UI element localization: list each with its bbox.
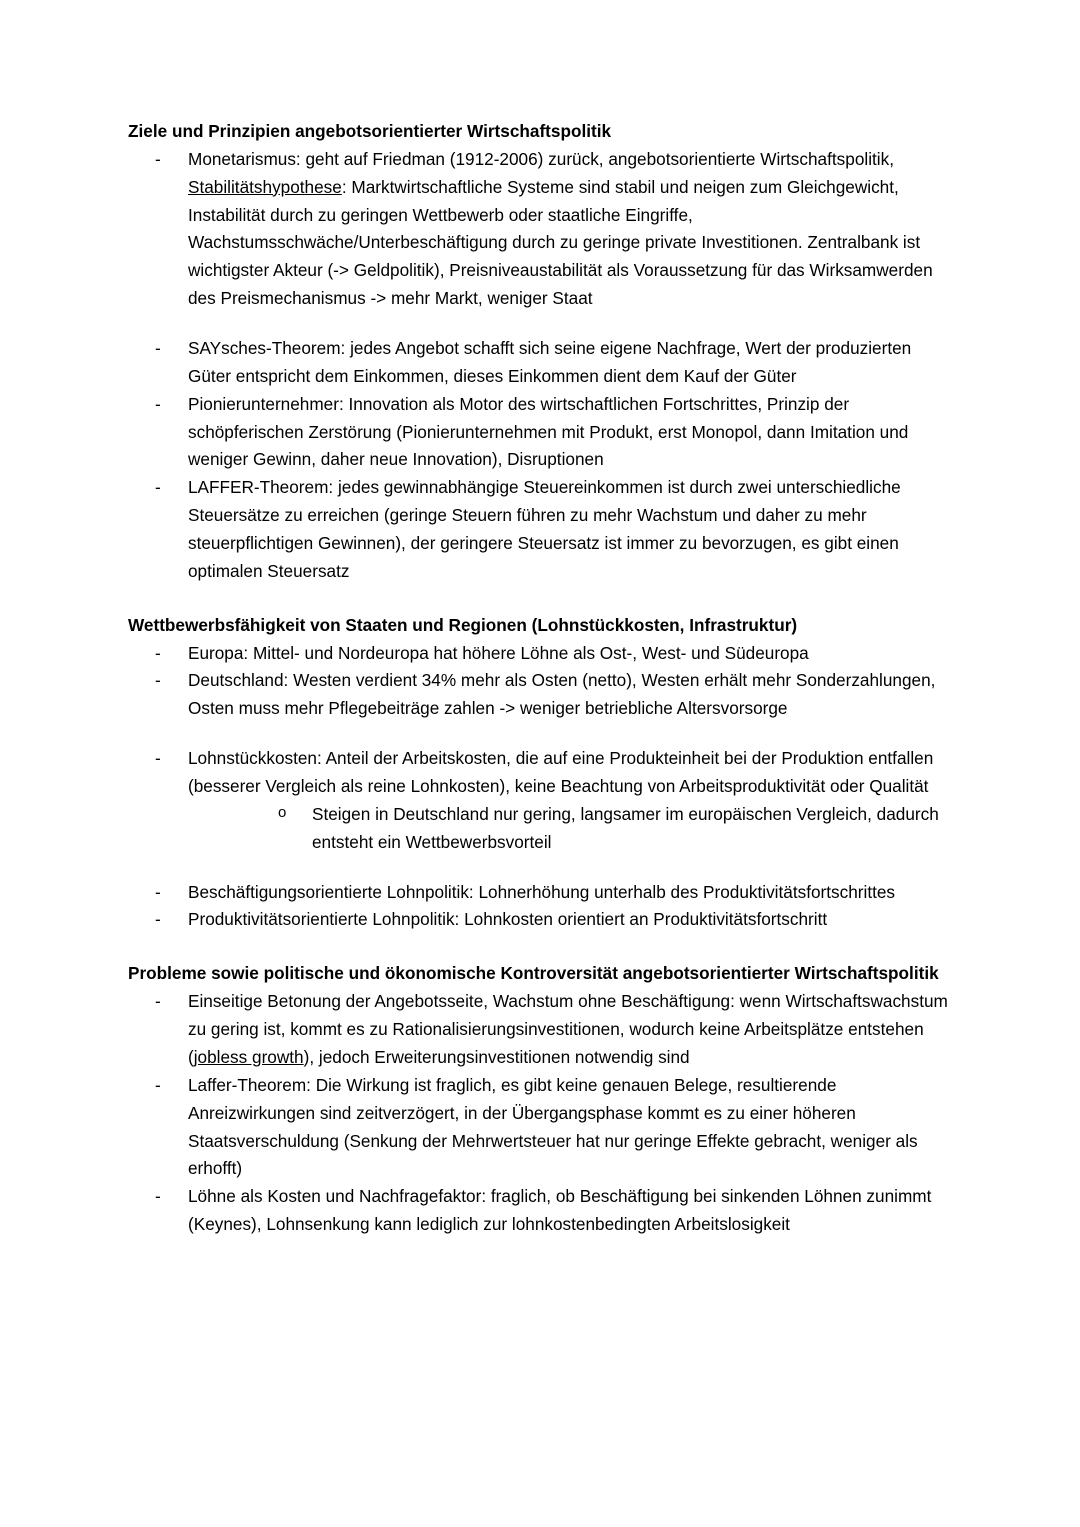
section-spacer	[128, 586, 952, 612]
dash-bullet-icon: -	[155, 477, 161, 498]
list-item	[128, 988, 952, 1072]
document-body	[128, 118, 952, 1239]
dash-bullet-icon: -	[155, 148, 161, 169]
list-item-text	[188, 146, 952, 313]
dash-bullet-icon: -	[155, 338, 161, 359]
text-run: Beschäftigungsorientierte Lohnpolitik: Lohnerhöhung unterhalb des Produktivitätsfortschrittes	[188, 881, 896, 902]
text-run: Steigen in Deutschland nur gering, langsamer im europäischen Vergleich, dadurch entsteht ein Wettbewerbsvorteil	[312, 803, 939, 852]
section-spacer	[128, 934, 952, 960]
list-item	[128, 640, 952, 668]
list-item-text	[188, 906, 952, 934]
text-run: Deutschland: Westen verdient 34% mehr als Osten (netto), Westen erhält mehr Sonderzahlungen, Osten muss mehr Pflegebeiträge zahlen -> weniger betriebliche Altersvorsorge	[188, 670, 936, 719]
dash-bullet-icon: -	[155, 1186, 161, 1207]
dash-bullet-icon: -	[155, 909, 161, 930]
underlined-text: jobless growth	[193, 1046, 304, 1067]
sub-list-item	[188, 801, 952, 857]
dash-bullet-icon: -	[155, 748, 161, 769]
spacer	[128, 857, 952, 879]
list-item	[128, 1183, 952, 1239]
text-run: Lohnstückkosten: Anteil der Arbeitskosten, die auf eine Produkteinheit bei der Produktion entfallen (besserer Vergleich als reine Lohnkosten), keine Beachtung von Arbeitsproduktivität oder Qualität	[188, 748, 934, 797]
bullet-list	[128, 146, 952, 586]
list-item-text	[188, 640, 952, 668]
underlined-text: Stabilitätshypothese	[188, 176, 342, 197]
text-run: Laffer-Theorem: Die Wirkung ist fraglich, es gibt keine genauen Belege, resultierende Anreizwirkungen sind zeitverzögert, in der Übergangsphase kommt es zu einer höheren Staatsverschuldung (Senkung der Mehrwertsteuer hat nur geringe Effekte gebracht, weniger als erhofft)	[188, 1074, 918, 1179]
list-item-text	[188, 474, 952, 585]
list-item-text	[188, 1183, 952, 1239]
section-heading: Ziele und Prinzipien angebotsorientierter Wirtschaftspolitik	[128, 121, 612, 141]
bullet-list	[128, 640, 952, 935]
dash-bullet-icon: -	[155, 670, 161, 691]
sub-bullet-list	[188, 801, 952, 857]
list-spacer	[128, 313, 952, 335]
list-item	[128, 146, 952, 313]
text-run: Pionierunternehmer: Innovation als Motor des wirtschaftlichen Fortschrittes, Prinzip der schöpferischen Zerstörung (Pionierunternehmen mit Produkt, erst Monopol, dann Imitation und weniger Gewinn, daher neue Innovation), Disruptionen	[188, 393, 909, 470]
list-item	[128, 1072, 952, 1183]
list-item	[128, 391, 952, 475]
section-heading: Wettbewerbsfähigkeit von Staaten und Regionen (Lohnstückkosten, Infrastruktur)	[128, 614, 798, 635]
text-run: ), jedoch Erweiterungsinvestitionen notwendig sind	[303, 1046, 690, 1067]
dash-bullet-icon: -	[155, 642, 161, 663]
text-run: LAFFER-Theorem: jedes gewinnabhängige Steuereinkommen ist durch zwei unterschiedliche Steuersätze zu erreichen (geringe Steuern führen zu mehr Wachstum und daher zu mehr steuerpflichtigen Gewinnen), der geringere Steuersatz ist immer zu bevorzugen, es gibt einen optimalen Steuersatz	[188, 477, 901, 581]
list-item-text	[188, 745, 952, 801]
circle-bullet-icon: o	[278, 803, 287, 821]
sub-list-item-text	[312, 801, 952, 857]
text-run: Monetarismus: geht auf Friedman (1912-2006) zurück, angebotsorientierte Wirtschaftspolitik,	[188, 148, 894, 169]
text-run: Löhne als Kosten und Nachfragefaktor: fraglich, ob Beschäftigung bei sinkenden Löhnen zunimmt (Keynes), Lohnsenkung kann lediglich zur lohnkostenbedingten Arbeitslosigkeit	[188, 1186, 932, 1235]
dash-bullet-icon: -	[155, 393, 161, 414]
spacer	[128, 723, 952, 745]
list-item-text	[188, 879, 952, 907]
spacer	[128, 313, 952, 335]
list-item	[128, 879, 952, 907]
text-run: SAYsches-Theorem: jedes Angebot schafft sich seine eigene Nachfrage, Wert der produzierten Güter entspricht dem Einkommen, dieses Einkommen dient dem Kauf der Güter	[188, 338, 912, 386]
list-item-text	[188, 1072, 952, 1183]
dash-bullet-icon: -	[155, 881, 161, 902]
text-run: Produktivitätsorientierte Lohnpolitik: Lohnkosten orientiert an Produktivitätsfortschritt	[188, 909, 828, 930]
list-item	[128, 474, 952, 585]
list-item-text	[188, 335, 952, 391]
text-run: Europa: Mittel- und Nordeuropa hat höhere Löhne als Ost-, West- und Südeuropa	[188, 642, 809, 663]
dash-bullet-icon: -	[155, 991, 161, 1012]
list-item	[128, 335, 952, 391]
dash-bullet-icon: -	[155, 1074, 161, 1095]
list-item	[128, 667, 952, 723]
list-item-text	[188, 391, 952, 475]
text-run: : Marktwirtschaftliche Systeme sind stabil und neigen zum Gleichgewicht, Instabilität durch zu geringen Wettbewerb oder staatliche Eingriffe, Wachstumsschwäche/Unterbeschäftigung durch zu geringe private Investitionen. Zentralbank ist wichtigster Akteur (-> Geldpolitik), Preisniveaustabilität als Voraussetzung für das Wirksamwerden des Preismechanismus -> mehr Markt, weniger Staat	[188, 176, 933, 309]
bullet-list	[128, 988, 952, 1239]
list-item-text	[188, 667, 952, 723]
text-run: Einseitige Betonung der Angebotsseite, Wachstum ohne Beschäftigung: wenn Wirtschaftswachstum zu gering ist, kommt es zu Rationalisierungsinvestitionen, wodurch keine Arbeitsplätze entstehen (	[188, 991, 948, 1067]
section-heading: Probleme sowie politische und ökonomische Kontroversität angebotsorientierter Wirtschaftspolitik	[128, 963, 939, 984]
list-spacer	[128, 723, 952, 745]
list-spacer	[128, 857, 952, 879]
list-item	[128, 745, 952, 856]
list-item-text	[188, 988, 952, 1072]
list-item	[128, 906, 952, 934]
